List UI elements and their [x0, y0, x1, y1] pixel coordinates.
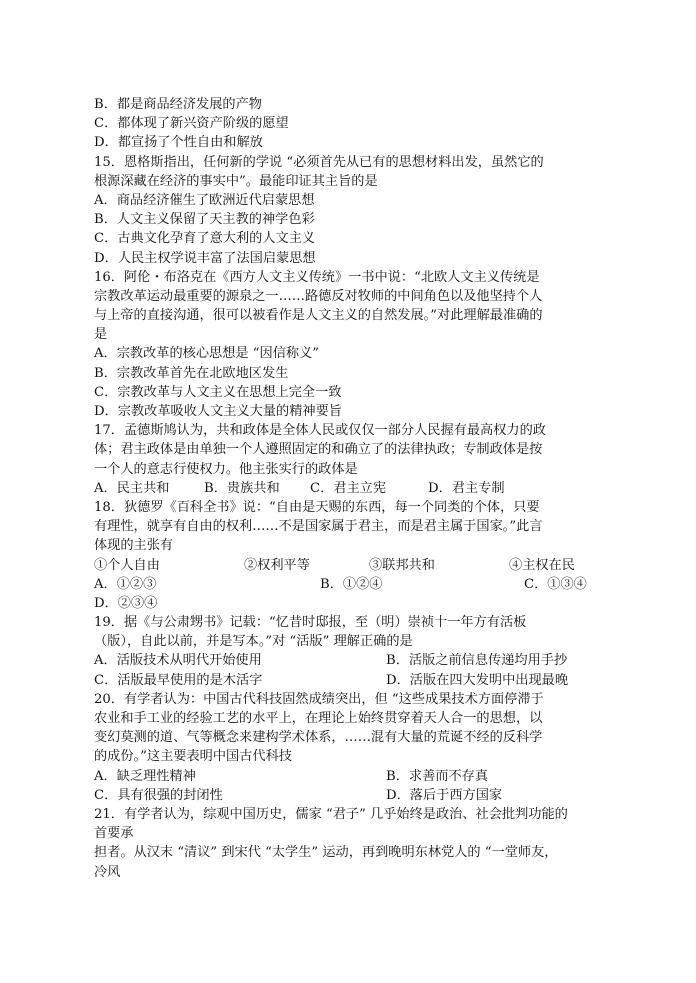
q19-options-row: [94, 651, 606, 670]
text-line: 16．阿伦・布洛克在《西方人文主义传统》一书中说：“北欧人文主义传统是: [94, 269, 540, 285]
text-line: 宗教改革运动最重要的源泉之一……路德反对牧师的中间角色以及他坚持个人: [94, 288, 543, 304]
q19-options-row: [94, 671, 606, 690]
q18-option-a: A．①②③: [94, 576, 157, 592]
q18-item-2: ②权利平等: [244, 557, 310, 573]
q18-option-b: B．①②④: [320, 576, 383, 592]
text-line: A．宗教改革的核心思想是 “因信称义”: [94, 346, 320, 362]
text-line: 体现的主张有: [94, 538, 174, 554]
q18-item-1: ①个人自由: [94, 557, 160, 573]
text-line: 根源深藏在经济的事实中”。最能印证其主旨的是: [94, 173, 378, 189]
text-line: （版），自此以前，并是写本。”对 “活版” 理解正确的是: [94, 634, 413, 650]
text-line: B．人文主义保留了天主教的神学色彩: [94, 212, 315, 228]
q17-option-a: A．民主共和: [94, 480, 170, 496]
q18-option-c: C．①③④: [524, 576, 587, 592]
q19-option-b: B．活版之前信息传递均用手抄: [386, 653, 568, 669]
text-line: 17．孟德斯鸠认为，共和政体是全体人民或仅仅一部分人民握有最高权力的政: [94, 423, 546, 439]
text-line: 体；君主政体是由单独一个人遵照固定的和确立了的法律执政；专制政体是按: [94, 442, 543, 458]
q17-options-row: [94, 479, 606, 498]
text-line: 与上帝的直接沟通，很可以被看作是人文主义的自然发展。”对此理解最准确的: [94, 308, 543, 324]
q17-option-c: C．君主立宪: [310, 480, 387, 496]
q19-option-a: A．活版技术从明代开始使用: [94, 653, 262, 669]
text-line: 担者。从汉末 “清议” 到宋代 “太学生” 运动，再到晚明东林党人的 “一堂师友，: [94, 845, 558, 861]
q19-option-d: D．活版在四大发明中出现最晚: [386, 672, 569, 688]
q20-option-a: A．缺乏理性精神: [94, 768, 196, 784]
q17-option-d: D．君主专制: [428, 480, 505, 496]
q19-option-c: C．活版最早使用的是木活字: [94, 672, 263, 688]
text-line: B．都是商品经济发展的产物: [94, 97, 262, 112]
text-line: D．人民主权学说丰富了法国启蒙思想: [94, 250, 316, 266]
text-line: 20．有学者认为：中国古代科技固然成绩突出，但 “这些成果技术方面停滞于: [94, 691, 544, 707]
text-line: 变幻莫测的道、气等概念来建构学术体系，……混有大量的荒诞不经的反科学: [94, 730, 543, 746]
text-line: 的成份。”这主要表明中国古代科技: [94, 749, 292, 765]
q17-option-b: B．贵族共和: [204, 480, 280, 496]
text-line: 是: [94, 327, 108, 343]
q18-item-3: ③联邦共和: [369, 557, 435, 573]
text-line: 一个人的意志行使权力。他主张实行的政体是: [94, 461, 358, 477]
text-line: C．古典文化孕育了意大利的人文主义: [94, 231, 316, 247]
text-line: A．商品经济催生了欧洲近代启蒙思想: [94, 192, 315, 208]
q18-item-4: ④主权在民: [509, 557, 575, 573]
text-line: D．宗教改革吸收人文主义大量的精神要旨: [94, 404, 342, 419]
text-line: 18．狄德罗《百科全书》说：“自由是天赐的东西，每一个同类的个体，只要: [94, 499, 540, 515]
q18-option-d: D．②③④: [94, 595, 158, 611]
text-line: 农业和手工业的经验工艺的水平上，在理论上始终贯穿着天人合一的思想，以: [94, 711, 543, 726]
q18-items-row: [94, 556, 606, 575]
q20-options-row: [94, 767, 606, 786]
exam-page: [94, 95, 606, 882]
text-line: 19．据《与公肃甥书》记载：“忆昔时邸报，至（明）崇祯十一年方有活板: [94, 615, 527, 631]
text-line: D．都宣扬了个性自由和解放: [94, 135, 263, 151]
text-line: 15．恩格斯指出，任何新的学说 “必须首先从已有的思想材料出发，虽然它的: [94, 154, 544, 170]
text-line: 冷风: [94, 864, 121, 880]
q20-option-c: C．具有很强的封闭性: [94, 787, 223, 803]
q20-options-row: [94, 786, 606, 805]
q20-option-d: D．落后于西方国家: [386, 787, 503, 803]
text-line: C．都体现了新兴资产阶级的愿望: [94, 116, 289, 132]
text-line: 首要承: [94, 826, 134, 842]
text-line: B．宗教改革首先在北欧地区发生: [94, 365, 289, 381]
text-line: 有理性，就享有自由的权利……不是国家属于君主，而是君主属于国家。”此言: [94, 519, 543, 535]
text-line: C．宗教改革与人文主义在思想上完全一致: [94, 384, 342, 400]
text-line: 21．有学者认为，综观中国历史，儒家 “君子” 几乎始终是政治、社会批判功能的: [94, 806, 568, 822]
q20-option-b: B．求善而不存真: [386, 768, 489, 784]
q18-options-row: [94, 575, 606, 594]
